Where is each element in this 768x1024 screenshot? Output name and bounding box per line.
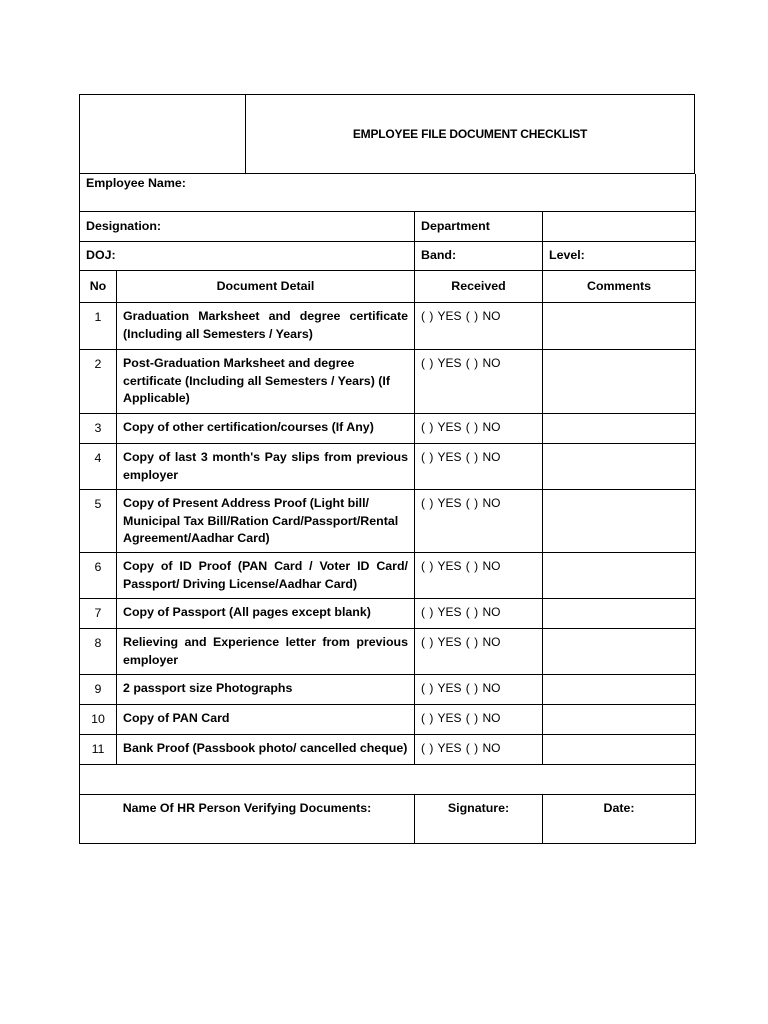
designation-field[interactable]: Designation: — [80, 212, 415, 242]
row-number: 7 — [80, 599, 117, 629]
document-detail: Copy of PAN Card — [117, 705, 415, 735]
received-yes-no[interactable]: ( ) YES ( ) NO — [415, 414, 543, 444]
col-header-received: Received — [415, 271, 543, 303]
doj-field[interactable]: DOJ: — [80, 242, 415, 271]
document-detail: Graduation Marksheet and degree certificate (Including all Semesters / Years) — [117, 303, 415, 350]
col-header-comments: Comments — [543, 271, 696, 303]
row-number: 10 — [80, 705, 117, 735]
document-detail: Post-Graduation Marksheet and degree certificate (Including all Semesters / Years) (If Applicable) — [117, 350, 415, 414]
employee-name-field[interactable]: Employee Name: — [80, 174, 696, 212]
form-header — [79, 94, 695, 174]
received-yes-no[interactable]: ( ) YES ( ) NO — [415, 599, 543, 629]
comments-cell[interactable] — [543, 675, 696, 705]
row-number: 4 — [80, 444, 117, 490]
table-row — [80, 490, 696, 553]
row-number: 9 — [80, 675, 117, 705]
document-detail: 2 passport size Photographs — [117, 675, 415, 705]
logo-placeholder — [80, 95, 246, 173]
comments-cell[interactable] — [543, 705, 696, 735]
table-row — [80, 444, 696, 490]
received-yes-no[interactable]: ( ) YES ( ) NO — [415, 675, 543, 705]
comments-cell[interactable] — [543, 553, 696, 599]
comments-cell[interactable] — [543, 414, 696, 444]
col-header-detail: Document Detail — [117, 271, 415, 303]
form-title: EMPLOYEE FILE DOCUMENT CHECKLIST — [352, 127, 588, 141]
col-header-no: No — [80, 271, 117, 303]
received-yes-no[interactable]: ( ) YES ( ) NO — [415, 490, 543, 553]
comments-cell[interactable] — [543, 303, 696, 350]
department-value[interactable] — [543, 212, 696, 242]
comments-cell[interactable] — [543, 444, 696, 490]
table-row — [80, 599, 696, 629]
row-number: 3 — [80, 414, 117, 444]
received-yes-no[interactable]: ( ) YES ( ) NO — [415, 735, 543, 765]
row-number: 11 — [80, 735, 117, 765]
table-row — [80, 350, 696, 414]
comments-cell[interactable] — [543, 629, 696, 675]
received-yes-no[interactable]: ( ) YES ( ) NO — [415, 444, 543, 490]
table-row — [80, 414, 696, 444]
document-detail: Copy of other certification/courses (If Any) — [117, 414, 415, 444]
row-number: 5 — [80, 490, 117, 553]
table-row — [80, 675, 696, 705]
document-detail: Copy of ID Proof (PAN Card / Voter ID Card/ Passport/ Driving License/Aadhar Card) — [117, 553, 415, 599]
table-row — [80, 705, 696, 735]
date-field[interactable]: Date: — [543, 795, 696, 844]
blank-cell — [80, 765, 696, 795]
received-yes-no[interactable]: ( ) YES ( ) NO — [415, 629, 543, 675]
comments-cell[interactable] — [543, 350, 696, 414]
document-detail: Copy of last 3 month's Pay slips from previous employer — [117, 444, 415, 490]
comments-cell[interactable] — [543, 735, 696, 765]
level-field[interactable]: Level: — [543, 242, 696, 271]
received-yes-no[interactable]: ( ) YES ( ) NO — [415, 303, 543, 350]
received-yes-no[interactable]: ( ) YES ( ) NO — [415, 553, 543, 599]
row-number: 1 — [80, 303, 117, 350]
table-row — [80, 553, 696, 599]
row-number: 2 — [80, 350, 117, 414]
band-field[interactable]: Band: — [415, 242, 543, 271]
checklist-table — [79, 174, 696, 844]
verification-row — [80, 795, 696, 844]
row-number: 6 — [80, 553, 117, 599]
table-row — [80, 303, 696, 350]
blank-row — [80, 765, 696, 795]
hr-person-field[interactable]: Name Of HR Person Verifying Documents: — [80, 795, 415, 844]
table-row — [80, 735, 696, 765]
document-detail: Relieving and Experience letter from previous employer — [117, 629, 415, 675]
department-label: Department — [415, 212, 543, 242]
document-detail: Copy of Passport (All pages except blank) — [117, 599, 415, 629]
comments-cell[interactable] — [543, 599, 696, 629]
checklist-form — [79, 94, 695, 844]
table-row — [80, 629, 696, 675]
comments-cell[interactable] — [543, 490, 696, 553]
signature-field[interactable]: Signature: — [415, 795, 543, 844]
received-yes-no[interactable]: ( ) YES ( ) NO — [415, 350, 543, 414]
document-detail: Copy of Present Address Proof (Light bill/ Municipal Tax Bill/Ration Card/Passport/Rental Agreement/Aadhar Card) — [117, 490, 415, 553]
document-detail: Bank Proof (Passbook photo/ cancelled cheque) — [117, 735, 415, 765]
row-number: 8 — [80, 629, 117, 675]
received-yes-no[interactable]: ( ) YES ( ) NO — [415, 705, 543, 735]
